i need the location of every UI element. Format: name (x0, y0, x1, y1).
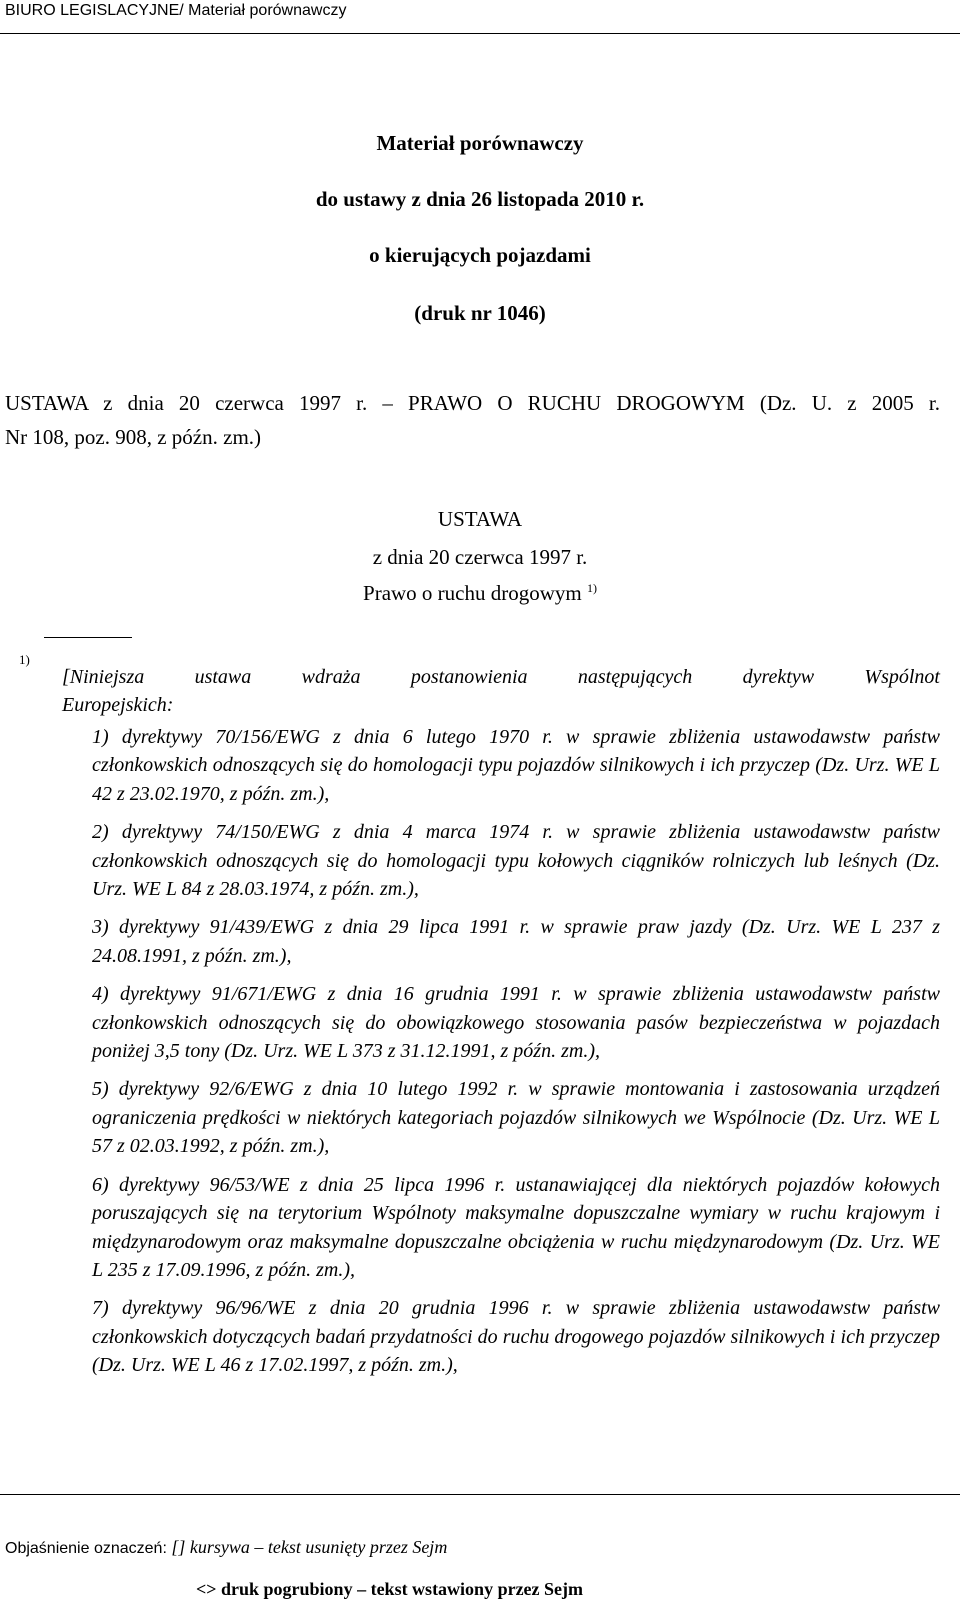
law-reference-line-2: Nr 108, poz. 908, z późn. zm.) (5, 425, 262, 449)
directive-item-7: 7) dyrektywy 96/96/WE z dnia 20 grudnia 1996 r. w sprawie zbliżenia ustawodawstw państw członkowskich dotyczących badań przydatności do ruchu drogowego pojazdów silnikowych i ich przyczep (Dz. Urz. WE L 46 z 17.02.1997, z późn. zm.), (92, 1297, 940, 1377)
law-reference (5, 386, 940, 454)
footnote-divider (44, 637, 132, 638)
legend-divider (0, 1494, 960, 1495)
footnote-intro-line-1: [Niniejsza ustawa wdraża postanowienia następujących dyrektyw Wspólnot (62, 666, 940, 688)
footnote-intro-line-2: Europejskich: (62, 694, 174, 716)
footnote-intro (62, 663, 940, 719)
title-line-3: o kierujących pojazdami (369, 243, 591, 267)
act-type: USTAWA (437, 507, 523, 531)
law-reference-line-1: USTAWA z dnia 20 czerwca 1997 r. – PRAWO O RUCHU DROGOWYM (Dz. U. z 2005 r. (5, 391, 940, 415)
footnote-marker: 1) (19, 652, 30, 667)
directive-item-2: 2) dyrektywy 74/150/EWG z dnia 4 marca 1974 r. w sprawie zbliżenia ustawodawstw państw członkowskich odnoszących się do homologacji typu kołowych ciągników rolniczych lub leśnych (Dz. Urz. WE L 84 z 28.03.1974, z późn. zm.), (92, 821, 940, 901)
legend-bold-note: <> druk pogrubiony – tekst wstawiony przez Sejm (196, 1579, 584, 1599)
act-name: Prawo o ruchu drogowym (363, 581, 582, 605)
legend-italic-note: [] kursywa – tekst usunięty przez Sejm (171, 1537, 448, 1557)
page-header: BIURO LEGISLACYJNE/ Materiał porównawczy (5, 2, 347, 19)
directive-item-6: 6) dyrektywy 96/53/WE z dnia 25 lipca 1996 r. ustanawiającej dla niektórych pojazdów kołowych poruszających się na terytorium Wspólnoty maksymalne dopuszczalne wymiary w ruchu krajowym i międzynarodowym oraz maksymalne dopuszczalne obciążenia w ruchu międzynarodowym (Dz. Urz. WE L 235 z 17.09.1996, z późn. zm.), (92, 1173, 940, 1281)
legend-line-1 (5, 1536, 447, 1560)
directive-list (92, 723, 940, 1390)
directive-item-5: 5) dyrektywy 92/6/EWG z dnia 10 lutego 1992 r. w sprawie montowania i zastosowania urządzeń ograniczenia prędkości w niektórych kategoriach pojazdów silnikowych we Wspólnocie (Dz. Urz. WE L 57 z 02.03.1992, z późn. zm.), (92, 1078, 940, 1158)
footnote-reference[interactable]: 1) (586, 581, 597, 595)
title-line-1: Materiał porównawczy (376, 131, 584, 155)
header-divider (0, 33, 960, 34)
act-title (0, 580, 960, 606)
title-line-2: do ustawy z dnia 26 listopada 2010 r. (315, 187, 645, 211)
directive-item-1: 1) dyrektywy 70/156/EWG z dnia 6 lutego 1970 r. w sprawie zbliżenia ustawodawstw państw członkowskich odnoszących się do homologacji typu pojazdów silnikowych i ich przyczep (Dz. Urz. WE L 42 z 23.02.1970, z późn. zm.), (92, 726, 940, 805)
title-line-4: (druk nr 1046) (414, 301, 546, 325)
directive-item-4: 4) dyrektywy 91/671/EWG z dnia 16 grudnia 1991 r. w sprawie zbliżenia ustawodawstw państw członkowskich odnoszących się do obowiązkowego stosowania pasów bezpieczeństwa w pojazdach poniżej 3,5 tony (Dz. Urz. WE L 373 z 31.12.1991, z późn. zm.), (92, 983, 940, 1063)
directive-item-3: 3) dyrektywy 91/439/EWG z dnia 29 lipca 1991 r. w sprawie praw jazdy (Dz. Urz. WE L 237 z 24.08.1991, z późn. zm.), (92, 916, 940, 967)
legend-label: Objaśnienie oznaczeń: (5, 1540, 167, 1557)
act-date: z dnia 20 czerwca 1997 r. (372, 545, 588, 569)
